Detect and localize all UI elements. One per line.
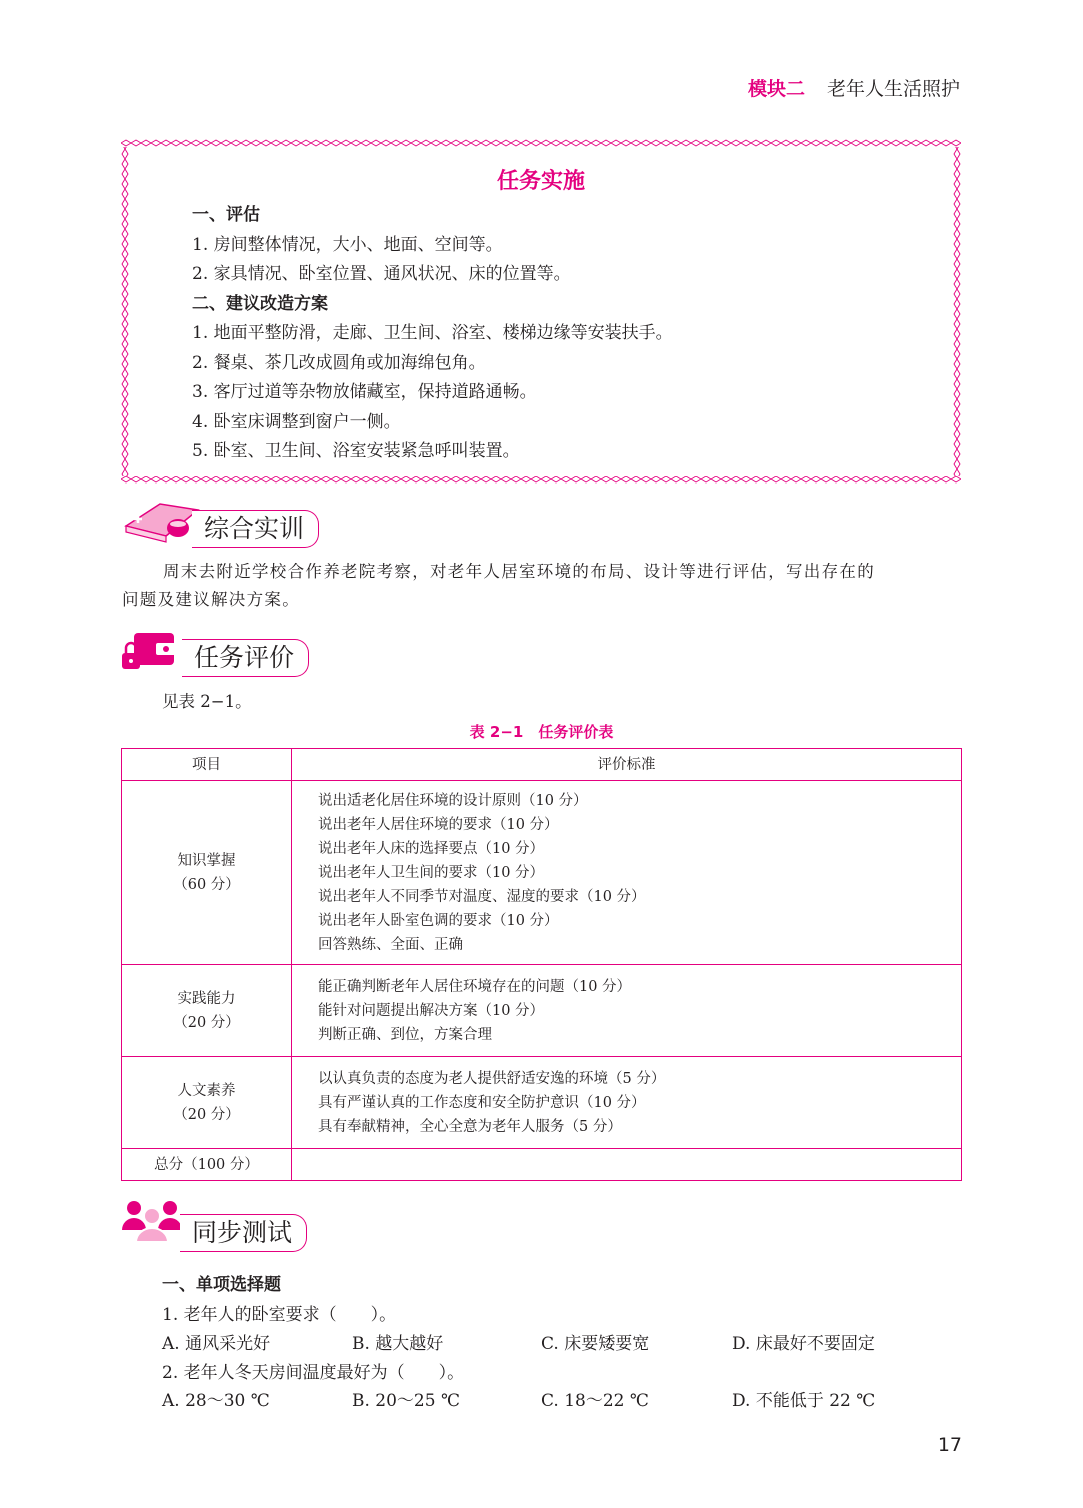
table-total-row: [122, 1149, 962, 1181]
task-item: 5. 卧室、卫生间、浴室安装紧急呼叫装置。: [192, 441, 520, 461]
section-training-header: [120, 496, 380, 543]
task-item: 1. 房间整体情况，大小、地面、空间等。: [192, 234, 503, 255]
task-heading: 一、评估: [192, 205, 260, 225]
criteria-line: 具有奉献精神，全心全意为老年人服务（5 分）: [318, 1118, 622, 1135]
module-label: 模块二: [747, 78, 805, 100]
q2-option-d: D. 不能低于 22 ℃: [732, 1391, 876, 1411]
criteria-line: 以认真负责的态度为老人提供舒适安逸的环境（5 分）: [318, 1070, 666, 1087]
table-row: [122, 781, 962, 965]
row-item-cell: [122, 781, 292, 965]
table-caption: 表 2−1 任务评价表: [469, 723, 614, 741]
training-paragraph: [122, 558, 875, 614]
total-value: [292, 1149, 962, 1181]
running-header: [748, 74, 960, 101]
criteria-line: 说出老年人居住环境的要求（10 分）: [318, 816, 559, 833]
row-item-cell: [122, 965, 292, 1057]
criteria-line: 能针对问题提出解决方案（10 分）: [318, 1002, 545, 1019]
row-item-name: 人文素养: [177, 1082, 236, 1099]
task-item: 2. 家具情况、卧室位置、通风状况、床的位置等。: [192, 264, 571, 284]
section-evaluation-title: 任务评价: [182, 639, 309, 677]
row-item-score: （60 分）: [173, 876, 240, 893]
training-text-line2: 问题及建议解决方案。: [122, 590, 300, 609]
row-criteria-cell: [292, 781, 962, 965]
q1-option-b: B. 越大越好: [352, 1334, 444, 1354]
q2-option-a: A. 28～30 ℃: [162, 1391, 270, 1411]
task-item: 4. 卧室床调整到窗户一侧。: [192, 411, 401, 432]
section-evaluation-header: [120, 627, 340, 672]
table-row: [122, 965, 962, 1057]
module-subtitle: 老年人生活照护: [826, 78, 960, 100]
task-title: 任务实施: [496, 169, 585, 194]
q1-option-d: D. 床最好不要固定: [732, 1334, 875, 1354]
question-1: 1. 老年人的卧室要求（ ）。: [162, 1305, 397, 1325]
task-item: 2. 餐桌、茶几改成圆角或加海绵包角。: [192, 352, 486, 373]
row-criteria-cell: [292, 1057, 962, 1149]
task-content: [192, 201, 673, 467]
question-section-title: 一、单项选择题: [162, 1275, 281, 1295]
evaluation-table: [121, 748, 962, 1181]
criteria-line: 具有严谨认真的工作态度和安全防护意识（10 分）: [318, 1094, 646, 1111]
criteria-line: 说出适老化居住环境的设计原则（10 分）: [318, 792, 588, 809]
criteria-line: 说出老年人卫生间的要求（10 分）: [318, 864, 545, 881]
task-item: 1. 地面平整防滑，走廊、卫生间、浴室、楼梯边缘等安装扶手。: [192, 323, 673, 343]
evaluation-intro: 见表 2−1。: [162, 692, 252, 711]
wallet-lock-icon: [120, 627, 186, 675]
row-item-name: 知识掌握: [177, 852, 236, 869]
task-heading: 二、建议改造方案: [192, 293, 328, 314]
question-2: 2. 老年人冬天房间温度最好为（ ）。: [162, 1363, 465, 1383]
criteria-line: 说出老年人卧室色调的要求（10 分）: [318, 912, 559, 929]
row-item-name: 实践能力: [177, 990, 236, 1007]
row-item-score: （20 分）: [173, 1014, 240, 1031]
row-criteria-cell: [292, 965, 962, 1057]
criteria-line: 回答熟练、全面、正确: [318, 936, 463, 953]
page-number: 17: [937, 1434, 962, 1456]
row-item-cell: [122, 1057, 292, 1149]
row-item-score: （20 分）: [173, 1106, 240, 1123]
people-group-icon: [120, 1196, 184, 1248]
q1-option-c: C. 床要矮要宽: [541, 1334, 650, 1354]
criteria-line: 说出老年人不同季节对温度、湿度的要求（10 分）: [318, 888, 646, 905]
total-label: 总分（100 分）: [122, 1149, 292, 1181]
table-header-row: [122, 749, 962, 781]
q2-option-c: C. 18～22 ℃: [541, 1391, 649, 1411]
column-header-criteria: 评价标准: [292, 749, 962, 781]
section-test-title: 同步测试: [180, 1214, 307, 1252]
task-implementation-box: [121, 139, 961, 484]
column-header-item: 项目: [122, 749, 292, 781]
section-test-header: [120, 1196, 360, 1247]
section-training-title: 综合实训: [192, 510, 319, 548]
table-row: [122, 1057, 962, 1149]
q1-option-a: A. 通风采光好: [162, 1334, 271, 1354]
task-item: 3. 客厅过道等杂物放储藏室，保持道路通畅。: [192, 382, 537, 402]
q2-option-b: B. 20～25 ℃: [352, 1391, 460, 1411]
training-text-line1: 周末去附近学校合作养老院考察，对老年人居室环境的布局、设计等进行评估，写出存在的: [163, 562, 875, 581]
criteria-line: 能正确判断老年人居住环境存在的问题（10 分）: [318, 978, 632, 995]
criteria-line: 判断正确、到位，方案合理: [318, 1026, 492, 1043]
criteria-line: 说出老年人床的选择要点（10 分）: [318, 840, 545, 857]
